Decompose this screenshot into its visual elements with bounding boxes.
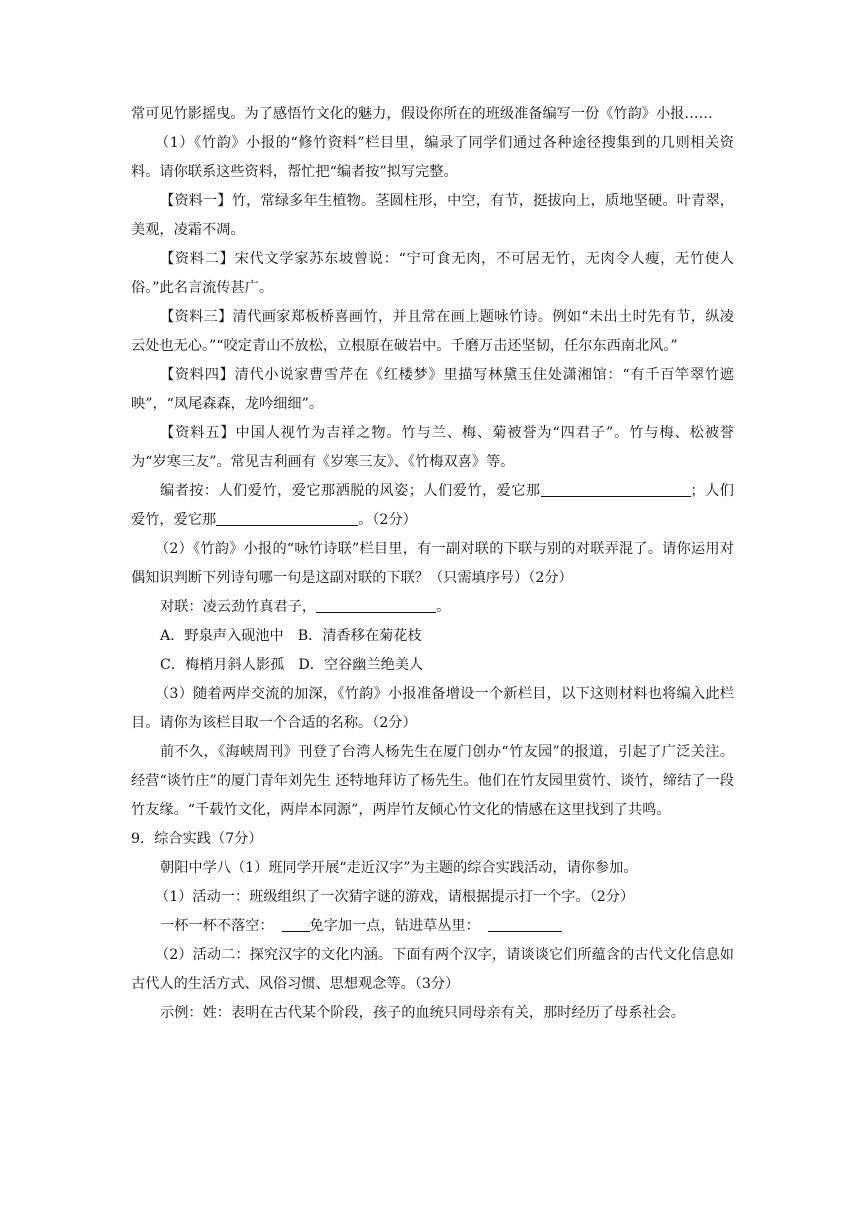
- riddle-line: [131, 912, 734, 941]
- answer-blank[interactable]: [216, 509, 358, 526]
- editor-note-part-c: 。（2分）: [358, 512, 417, 528]
- material-1: 【资料一】竹，常绿多年生植物。茎圆柱形，中空，有节，挺拔向上，质地坚硬。叶青翠，美观，凌霜不凋。: [131, 193, 734, 238]
- riddle-2: 免字加一点，钻进草丛里：: [309, 918, 480, 934]
- question-2: （2）《竹韵》小报的“咏竹诗联”栏目里，有一副对联的下联与别的对联弄混了。请你运用对偶知识判断下列诗句哪一句是这副对联的下联？（只需填序号）（2分）: [131, 541, 734, 586]
- material-2: 【资料二】宋代文学家苏东坡曾说：“宁可食无肉，不可居无竹，无肉令人瘦，无竹使人俗。”此名言流传甚广。: [131, 251, 734, 296]
- question-1: （1）《竹韵》小报的“修竹资料”栏目里，编录了同学们通过各种途径搜集到的几则相关资料。请你联系这些资料，帮忙把“编者按”拟写完整。: [131, 135, 734, 180]
- riddle-1: 一杯一杯不落空：: [160, 918, 274, 934]
- couplet-text: 对联：凌云劲竹真君子，: [160, 599, 317, 615]
- options-row-2: [131, 651, 734, 680]
- couplet-line: [131, 593, 734, 622]
- editor-note: [131, 477, 734, 535]
- intro-line: 常可见竹影摇曳。为了感悟竹文化的魅力，假设你所在的班级准备编写一份《竹韵》小报……: [131, 106, 713, 122]
- option-c: C．梅梢月斜人影孤: [160, 657, 285, 673]
- option-d: D．空谷幽兰绝美人: [298, 657, 424, 673]
- editor-note-part-a: 编者按：人们爱竹，爱它那洒脱的风姿；人们爱竹，爱它那: [160, 483, 541, 499]
- options-row-1: [131, 622, 734, 651]
- example-line: 示例：姓：表明在古代某个阶段，孩子的血统只同母亲有关，那时经历了母系社会。: [160, 1005, 685, 1021]
- material-5: 【资料五】中国人视竹为吉祥之物。竹与兰、梅、菊被誉为“四君子”。竹与梅、松被誉为“岁寒三友”。常见吉利画有《岁寒三友》、《竹梅双喜》等。: [131, 425, 734, 470]
- question-9-intro: 朝阳中学八（1）班同学开展“走近汉字”为主题的综合实践活动，请你参加。: [160, 860, 638, 876]
- news-material: 前不久，《海峡周刊》刊登了台湾人杨先生在厦门创办“竹友园”的报道，引起了广泛关注。经营“谈竹庄”的厦门青年刘先生 还特地拜访了杨先生。他们在竹友园里赏竹、谈竹，缔结了一段竹友缘。“千载竹文化，两岸本同源”，两岸竹友倾心竹文化的情感在这里找到了共鸣。: [131, 744, 734, 818]
- answer-blank[interactable]: [488, 915, 562, 932]
- question-9-heading: 9．综合实践（7分）: [131, 831, 263, 847]
- activity-1: （1）活动一：班级组织了一次猜字谜的游戏，请根据提示打一个字。（2分）: [155, 889, 635, 905]
- answer-blank[interactable]: [282, 915, 310, 932]
- option-b: B．清香移在菊花枝: [297, 628, 422, 644]
- option-a: A．野泉声入砚池中: [160, 628, 284, 644]
- couplet-end: 。: [436, 599, 451, 615]
- question-3: （3）随着两岸交流的加深，《竹韵》小报准备增设一个新栏目，以下这则材料也将编入此栏目。请你为该栏目取一个合适的名称。（2分）: [131, 686, 734, 731]
- activity-2: （2）活动二：探究汉字的文化内涵。下面有两个汉字，请谈谈它们所蕴含的古代文化信息如古代人的生活方式、风俗习惯、思想观念等。（3分）: [131, 947, 734, 992]
- material-3: 【资料三】清代画家郑板桥喜画竹，并且常在画上题咏竹诗。例如“未出土时先有节，纵凌云处也无心。”“咬定青山不放松，立根原在破岩中。千磨万击还坚韧，任尔东西南北风。”: [131, 309, 734, 354]
- editor-note-part-b: ；人们爱竹，爱它那: [131, 483, 734, 528]
- material-4: 【资料四】清代小说家曹雪芹在《红楼梦》里描写林黛玉住处潇湘馆：“有千百竿翠竹遮映”，“凤尾森森，龙吟细细”。: [131, 367, 734, 412]
- answer-blank[interactable]: [541, 480, 691, 497]
- answer-blank[interactable]: [316, 596, 436, 613]
